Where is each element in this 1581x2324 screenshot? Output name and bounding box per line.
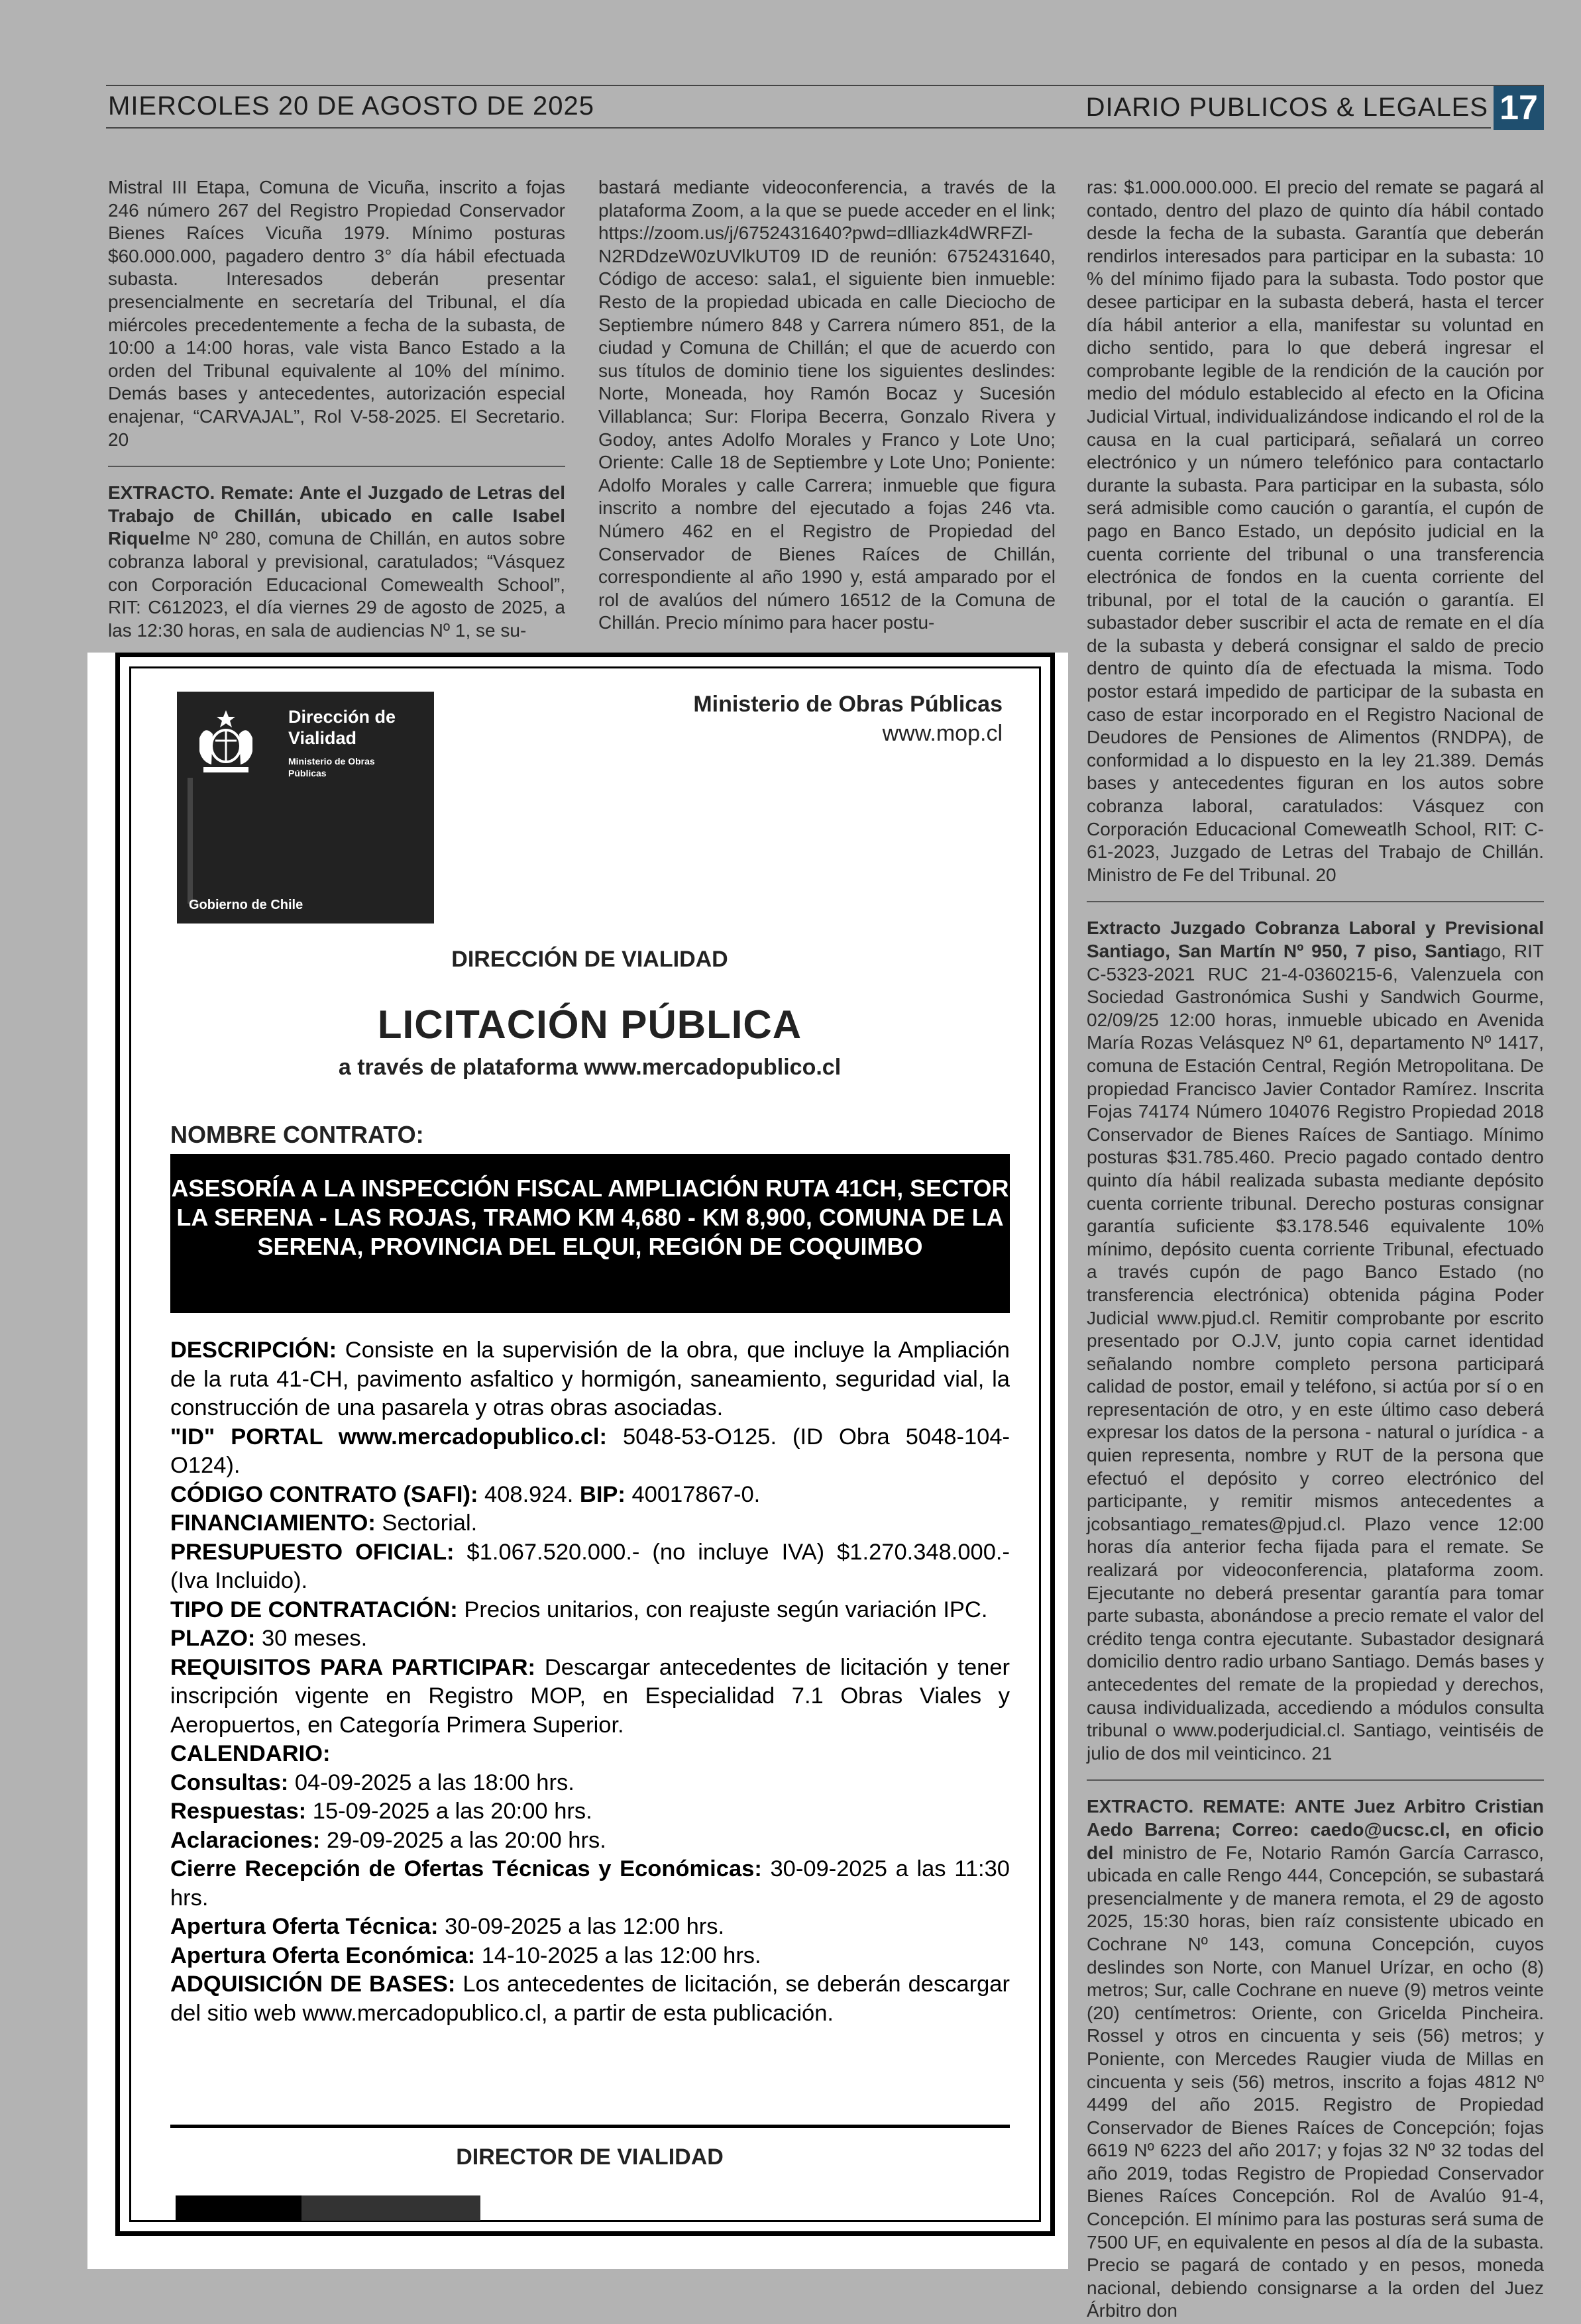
ad-signature: DIRECTOR DE VIALIDAD [456,2144,724,2170]
column-2 [598,176,1056,649]
notice-body: go, RIT C-5323-2021 RUC 21-4-0360215-6, Valenzuela con Sociedad Gastronómica Sushi y Sandwich Gourme, 02/09/25 12:00 horas, inmueble ubicado en Avenida María Rozas Velásquez Nº 61, departamento Nº 1417, comuna de Estación Central, Región Metropolitana. De propiedad Francisco Javier Contador Ramírez. Inscrita Fojas 74174 Número 104076 Registro Propiedad 2018 Conservador de Bienes Raíces de Santiago. Mínimo posturas $31.785.460. Precio pagado contado dentro quinto día hábil realizada subasta mediante depósito cuenta corriente tribunal. Derecho posturas consignar garantía suficiente $3.178.546 equivalente 10% mínimo, depósito cuenta corriente Tribunal, efectuado a través cupón de pago Banco Estado (no transferencia electrónica) obtenida página Poder Judicial www.pjud.cl. Remitir comprobante por escrito presentado por O.J.V, junto copia carnet identidad señalando nombre completo persona participará calidad de postor, email y teléfono, si actúa por sí o en representación de otro, y en este último caso deberá expresar los datos de la persona - natural o jurídica - a quien representa, nombre y RUT de la persona que efectuó el depósito y correo electrónico del participante, y remitir mismos antecedentes a jcobsantiago_remates@pjud.cl. Plazo vence 12:00 horas día anterior fecha fijada para el remate. Se realizará por videoconferencia, plataforma zoom. Ejecutante no deberá presentar garantía para tomar parte subasta, abonándose a precio remate el valor del crédito tenga contra ejecutante. Subastador designará domicilio dentro radio urbano Santiago. Demás bases y antecedentes del remate de la propiedad y derechos, causa individualizada, accediendo a módulos consulta tribunal o www.poderjudicial.cl. Santiago, veintiséis de julio de dos mil veinticinco. 21 [1087,941,1544,1764]
calendar-apertura-economica [170,1942,1010,1971]
logo-title-line: Vialidad [288,728,357,748]
field-value: Descargar antecedentes de licitación y tener inscripción vigente en Registro MOP, en Especialidad 7.1 Obras Viales y Aeropuertos, en Categoría Primera Superior. [170,1654,1010,1738]
field-label: CALENDARIO: [170,1741,331,1766]
ad-footer-bar [301,2195,480,2221]
calendar-cierre [170,1855,1010,1913]
field-value: Consiste en la supervisión de la obra, que incluye la Ampliación de la ruta 41-CH, pavimento asfaltico y hormigón, saneamiento, seguridad vial, la construcción de una pasarela y otras obras asociadas. [170,1338,1010,1420]
logo-stripe [188,778,193,904]
field-label: Respuestas: [170,1799,307,1824]
contract-type [170,1596,1010,1625]
description [170,1336,1010,1423]
field-value: 40017867-0. [625,1481,761,1507]
field-value: 29-09-2025 a las 20:00 hrs. [320,1827,606,1853]
logo-government: Gobierno de Chile [189,898,303,912]
field-label: ADQUISICIÓN DE BASES: [170,1972,456,1997]
calendar-aclaraciones [170,1826,1010,1856]
logo-title-line: Dirección de [288,707,396,727]
ad-divider [170,2125,1010,2128]
notice-lead: EXTRACTO. REMATE: ANTE Juez Arbitro Cristian Aedo Barrena; Correo: caedo@ucsc.cl, en oficio del [1087,1796,1544,1863]
budget [170,1538,1010,1596]
notice-chillan-end: ras: $1.000.000.000. El precio del remate se pagará al contado, dentro del plazo de quinto día hábil contado desde la fecha de la subasta. Garantía que deberán rendirlos interesados para participar en la subasta: 10 % del mínimo fijado para la subasta. Todo postor que desee participar en la subasta deberá, hasta el tercer día hábil anterior a ella, manifestar su voluntad en dicho sentido, para lo que deberá ingresar el comprobante legible de la rendición de la caución por medio del módulo establecido al efecto en la Oficina Judicial Virtual, individualizándose indicando el rol de la causa en la cual participará, señalará un correo electrónico y un número telefónico para contactarlo durante la subasta. Para participar en la subasta, sólo será admisible como caución o garantía, el cupón de pago en Banco Estado, un depósito judicial en la cuenta corriente del tribunal o una transferencia electrónica de fondos en la cuenta corriente del tribunal, por el total de la caución o garantía. El subastador deber suscribir el acta de remate en el día de la subasta y deberá consignar el saldo de precio dentro de quinto día de efectuada la misma. Todo postor estará impedido de participar de la subasta en caso de estar incorporado en el Registro Nacional de Deudores de Pensiones de Alimentos (RNDPA), de conformidad a lo dispuesto en la ley 21.389. Demás bases y antecedentes figuran en los autos sobre cobranza laboral, caratulados: Vásquez con Corporación Educacional Comeweatlh School, RIT: C-61-2023, Juzgado de Letras del Trabajo de Chillán. Ministro de Fe del Tribunal. 20 [1087,177,1544,885]
field-label: CÓDIGO CONTRATO (SAFI): [170,1481,478,1507]
field-label: FINANCIAMIENTO: [170,1510,376,1536]
field-value: 408.924. [478,1481,580,1507]
field-label: PRESUPUESTO OFICIAL: [170,1539,455,1565]
calendar-heading [170,1740,1010,1769]
notice-lead: Extracto Juzgado Cobranza Laboral y Previsional Santiago, San Martín Nº 950, 7 piso, Santia [1087,918,1544,961]
field-label: Apertura Oferta Económica: [170,1942,476,1968]
publication-name: DIARIO PUBLICOS & LEGALES [1085,93,1488,122]
notice-lead: EXTRACTO. Remate: Ante el Juzgado de Letras del Trabajo de Chillán, ubicado en calle Isabel Riquel [108,482,565,549]
field-label: TIPO DE CONTRATACIÓN: [170,1597,458,1622]
chile-coat-of-arms-icon [186,705,266,778]
field-value: 5048-53-O125. (ID Obra 5048-104-O124). [170,1424,1010,1478]
field-value: 30-09-2025 a las 11:30 hrs. [170,1856,1010,1911]
logo-subtitle [288,755,375,779]
divider [1087,901,1544,902]
divider [1087,1779,1544,1781]
calendar-apertura-tecnica [170,1913,1010,1942]
field-value: Precios unitarios, con reajuste según variación IPC. [457,1597,988,1622]
field-label: Consultas: [170,1769,289,1795]
field-value: 04-09-2025 a las 18:00 hrs. [288,1769,574,1795]
divider [108,466,565,467]
calendar-consultas [170,1769,1010,1798]
field-label: BIP: [579,1481,626,1507]
field-value: Los antecedentes de licitación, se deberán descargar del sitio web www.mercadopublico.cl, a partir de esta publicación. [170,1972,1010,2026]
notice-chillan-continued: bastará mediante videoconferencia, a través de la plataforma Zoom, a la que se puede acceder en el link; https://zoom.us/j/6752431640?pwd=dlliazk4dWRFZl-N2RDdzeW0zUVlkUT09 ID de reunión: 6752431640, Código de acceso: sala1, el siguiente bien inmueble: Resto de la propiedad ubicada en calle Dieciocho de Septiembre número 848 y Carrera número 851, de la ciudad y Comuna de Chillán; el que de acuerdo con sus títulos de dominio tiene los siguientes deslindes: Norte, Moneada, hoy Ramón Bocaz y Sucesión Villablanca; Sur: Floripa Becerra, Gonzalo Rivera y Godoy, antes Adolfo Morales y Franco y Lote Uno; Oriente: Calle 18 de Septiembre y Lote Uno; Poniente: Adolfo Morales y calle Carrera; inmueble que figura inscrito a nombre del ejecutado a fojas 246 vta. Número 462 en el Registro de Propiedad del Conservador de Bienes Raíces de Chillán, correspondiente al año 1990 y, está amparado por el rol de avalúos del número 16512 de la Comuna de Chillán. Precio mínimo para hacer postu- [598,177,1056,633]
term [170,1624,1010,1654]
column-3 [1087,176,1544,2324]
page-number: 17 [1494,86,1544,130]
field-label: PLAZO: [170,1626,256,1651]
logo-subtitle-line: Ministerio de Obras [288,756,375,766]
ad-footer-bar [176,2195,301,2221]
logo-title [288,706,396,749]
field-label: DESCRIPCIÓN: [170,1338,337,1363]
field-label: REQUISITOS PARA PARTICIPAR: [170,1654,535,1680]
contract-label: NOMBRE CONTRATO: [170,1121,424,1148]
field-label: Aclaraciones: [170,1827,321,1853]
requirements [170,1654,1010,1740]
ad-frame [115,653,1055,2236]
notice-concepcion-remate [1087,1795,1544,2323]
field-value: 15-09-2025 a las 20:00 hrs. [306,1799,592,1824]
field-value: $1.067.520.000.- (no incluye IVA) $1.270.348.000.- (Iva Incluido). [170,1539,1010,1593]
contract-name-box: ASESORÍA A LA INSPECCIÓN FISCAL AMPLIACIÓN RUTA 41CH, SECTOR LA SERENA - LAS ROJAS, TRAMO KM 4,680 - KM 8,900, COMUNA DE LA SERENA, PROVINCIA DEL ELQUI, REGIÓN DE COQUIMBO [170,1154,1010,1313]
bases-acquisition [170,1970,1010,2028]
field-value: 30-09-2025 a las 12:00 hrs. [438,1914,725,1939]
logo-subtitle-line: Públicas [288,768,327,778]
ad-title: LICITACIÓN PÚBLICA [377,1002,802,1047]
header-bottom-rule [106,127,1491,129]
notice-vicuna: Mistral III Etapa, Comuna de Vicuña, inscrito a fojas 246 número 267 del Registro Propiedad Conservador Bienes Raíces Vicuña 1979. Mínimo posturas $60.000.000, pagadero dentro 3° día hábil efectuada subasta. Interesados deberán presentar presencialmente en secretaría del Tribunal, el día miércoles precedentemente a fecha de la subasta, de 10:00 a 14:00 horas, vale vista Banco Estado a la orden del Tribunal equivalente al 10% del mínimo. Demás bases y antecedentes, autorización especial enajenar, “CARVAJAL”, Rol V-58-2025. El Secretario. 20 [108,177,565,450]
notice-body: me Nº 280, comuna de Chillán, en autos sobre cobranza laboral y previsional, caratulados; “Vásquez con Corporación Educacional Comewealth School”, RIT: C612023, el día viernes 29 de agosto de 2025, a las 12:30 horas, en sala de audiencias Nº 1, se su- [108,528,565,641]
portal-id [170,1423,1010,1481]
notice-body: ministro de Fe, Notario Ramón García Carrasco, ubicada en calle Rengo 444, Concepción, se subastará presencialmente y de manera remota, el 29 de agosto 2025, 15:30 horas, bien raíz consistente ubicado en Cochrane Nº 143, comuna Concepción, cuyos deslindes son Norte, con Manuel Urízar, en ocho (8) metros; Sur, calle Cochrane en nueve (9) metros veinte (20) centímetros: Oriente, con Gricelda Pincheira. Rossel y otros en cincuenta y seis (56) metros; y Poniente, con Mercedes Raugier viuda de Millas en cincuenta y seis (56) metros, inscrito a fojas 4812 Nº 4499 del año 2015. Registro de Propiedad Conservador de Bienes Raíces de Concepción; fojas 6619 Nº 6223 del año 2017; y fojas 32 Nº 32 todas del año 2019, todas Registro de Propiedad Conservador Bienes Raíces Concepción. Rol de Avalúo 91-4, Concepción. El mínimo para las posturas será suma de 7500 UF, en equivalente en pesos al día de la subasta. Precio se pagará de contado y en pesos, moneda nacional, debiendo consignarse a la orden del Juez Árbitro don [1087,1842,1544,2321]
field-label: Cierre Recepción de Ofertas Técnicas y Económicas: [170,1856,762,1881]
ministry-url: www.mop.cl [882,721,1003,746]
notice-santiago-cobranza [1087,917,1544,1765]
contract-code [170,1481,1010,1510]
column-1 [108,176,565,657]
notice-chillan-laboral [108,482,565,642]
calendar-respuestas [170,1797,1010,1826]
field-label: Apertura Oferta Técnica: [170,1914,439,1939]
ad-body [170,1336,1010,2028]
ad-subtitle: a través de plataforma www.mercadopublico.cl [338,1055,842,1080]
ministry-name: Ministerio de Obras Públicas [693,692,1003,717]
field-value: 14-10-2025 a las 12:00 hrs. [475,1942,761,1968]
field-label: "ID" PORTAL www.mercadopublico.cl: [170,1424,607,1450]
field-value: 30 meses. [255,1626,368,1651]
vialidad-logo [177,692,434,924]
ad-heading: DIRECCIÓN DE VIALIDAD [451,947,728,972]
header-date: MIERCOLES 20 DE AGOSTO DE 2025 [108,91,594,121]
mop-advertisement [87,653,1068,2269]
financing [170,1509,1010,1538]
field-value: Sectorial. [375,1510,478,1536]
header-top-rule [106,85,1544,86]
